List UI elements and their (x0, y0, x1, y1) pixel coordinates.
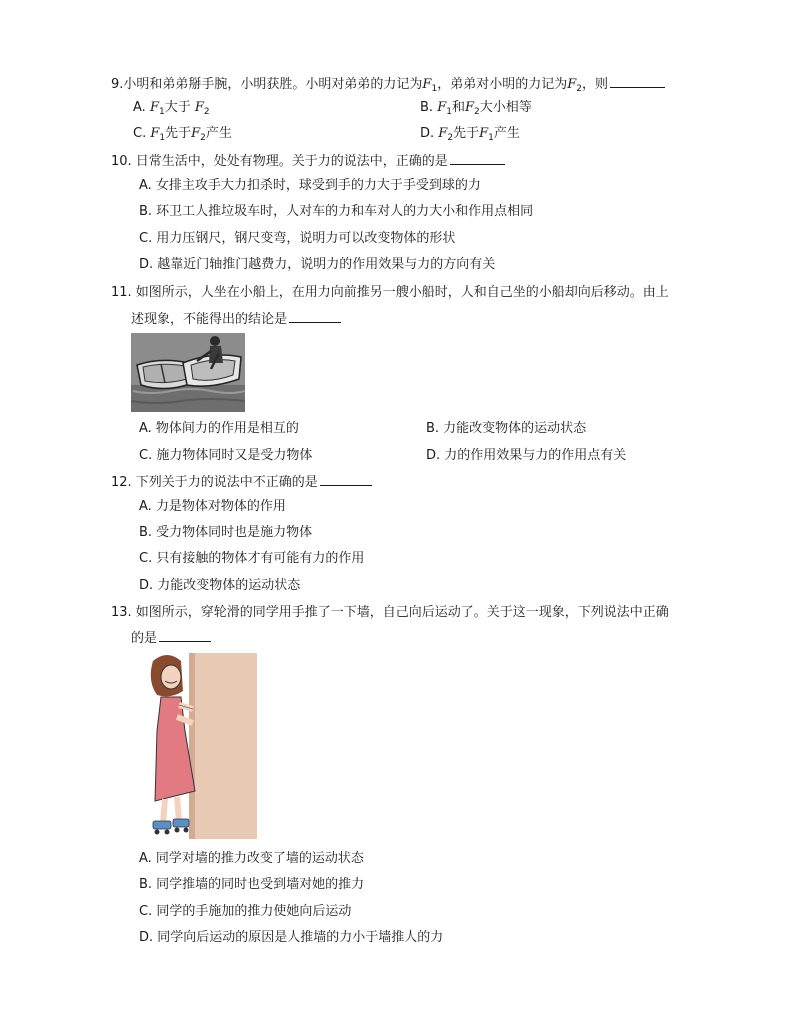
answer-blank (610, 75, 665, 88)
q10-option-a: A. 女排主攻手大力扣杀时，球受到手的力大于手受到球的力 (139, 178, 481, 193)
q11-option-d: D. 力的作用效果与力的作用点有关 (426, 448, 627, 463)
answer-blank (450, 152, 505, 165)
q10-stem: 10. 日常生活中，处处有物理。关于力的说法中，正确的是 (111, 152, 505, 171)
q9-stem: 9.小明和弟弟掰手腕，小明获胜。小明对弟弟的力记为$F_1$，弟弟对小明的力记为$F_2$，则 (111, 75, 665, 98)
q10-option-c: C. 用力压钢尺，钢尺变弯，说明力可以改变物体的形状 (139, 231, 456, 246)
answer-blank (159, 629, 211, 642)
q11-option-a: A. 物体间力的作用是相互的 (139, 421, 299, 436)
q11-option-b: B. 力能改变物体的运动状态 (426, 421, 587, 436)
q11-stem-line1: 11. 如图所示，人坐在小船上，在用力向前推另一艘小船时，人和自己坐的小船却向后移动。由上 (111, 285, 669, 300)
q12-option-d: D. 力能改变物体的运动状态 (139, 578, 301, 593)
q13-stem-line1: 13. 如图所示，穿轮滑的同学用手推了一下墙，自己向后运动了。关于这一现象，下列说法中正确 (111, 605, 669, 620)
q13-option-d: D. 同学向后运动的原因是人推墙的力小于墙推人的力 (139, 930, 444, 945)
q9-option-c: C. $F_1$先于$F_2$产生 (133, 126, 232, 143)
q12-option-b: B. 受力物体同时也是施力物体 (139, 525, 313, 540)
q11-option-c: C. 施力物体同时又是受力物体 (139, 448, 313, 463)
q9-option-d: D. $F_2$先于$F_1$产生 (420, 126, 520, 143)
q12-option-c: C. 只有接触的物体才有可能有力的作用 (139, 551, 365, 566)
skater-push-wall-illustration (131, 651, 259, 839)
q13-option-a: A. 同学对墙的推力改变了墙的运动状态 (139, 851, 364, 866)
boat-push-illustration (131, 333, 245, 412)
q11-stem-line2: 述现象，不能得出的结论是 (131, 310, 341, 329)
q12-stem: 12. 下列关于力的说法中不正确的是 (111, 473, 372, 492)
q10-option-d: D. 越靠近门轴推门越费力，说明力的作用效果与力的方向有关 (139, 257, 496, 272)
q13-option-b: B. 同学推墙的同时也受到墙对她的推力 (139, 877, 365, 892)
q13-stem-line2: 的是 (131, 629, 211, 648)
q9-option-b: B. $F_1$和$F_2$大小相等 (420, 100, 532, 117)
answer-blank (289, 310, 341, 323)
answer-blank (320, 473, 372, 486)
q9-option-a: A. $F_1$大于 $F_2$ (133, 100, 210, 117)
q10-option-b: B. 环卫工人推垃圾车时，人对车的力和车对人的力大小和作用点相同 (139, 204, 534, 219)
q13-option-c: C. 同学的手施加的推力使她向后运动 (139, 904, 352, 919)
q12-option-a: A. 力是物体对物体的作用 (139, 499, 286, 514)
